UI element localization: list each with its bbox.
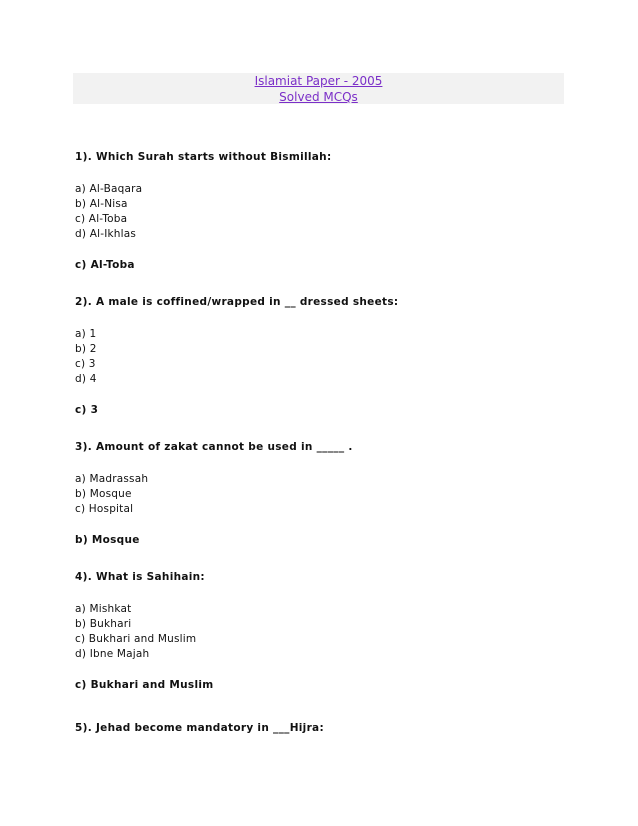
mcq-4	[75, 570, 575, 692]
mcq-1-question: 1). Which Surah starts without Bismillah:	[75, 151, 332, 163]
mcq-1-option-c: c) Al-Toba	[75, 213, 128, 225]
mcq-2-option-b: b) 2	[75, 343, 97, 355]
mcq-1-option-b: b) Al-Nisa	[75, 198, 128, 210]
mcq-2	[75, 295, 575, 417]
mcq-2-option-c: c) 3	[75, 358, 96, 370]
mcq-3-option-a: a) Madrassah	[75, 473, 149, 485]
mcq-5-question: 5). Jehad become mandatory in ___Hijra:	[75, 722, 324, 734]
mcq-4-options	[75, 602, 575, 662]
mcq-4-option-c: c) Bukhari and Muslim	[75, 633, 197, 645]
mcq-3-answer: b) Mosque	[75, 534, 140, 546]
mcq-3-options	[75, 472, 575, 517]
title-line-1: Islamiat Paper - 2005	[254, 74, 383, 88]
mcq-3-option-b: b) Mosque	[75, 488, 132, 500]
mcq-2-option-d: d) 4	[75, 373, 97, 385]
mcq-4-option-a: a) Mishkat	[75, 603, 132, 615]
mcq-4-option-d: d) Ibne Majah	[75, 648, 150, 660]
mcq-2-option-a: a) 1	[75, 328, 97, 340]
title-band	[73, 73, 564, 104]
mcq-2-answer: c) 3	[75, 404, 99, 416]
mcq-5	[75, 721, 575, 735]
mcq-1-options	[75, 182, 575, 242]
mcq-4-answer: c) Bukhari and Muslim	[75, 679, 214, 691]
mcq-1-option-a: a) Al-Baqara	[75, 183, 143, 195]
mcq-2-question: 2). A male is coffined/wrapped in __ dressed sheets:	[75, 296, 399, 308]
mcq-3-option-c: c) Hospital	[75, 503, 134, 515]
mcq-2-options	[75, 327, 575, 387]
mcq-4-question: 4). What is Sahihain:	[75, 571, 205, 583]
mcq-4-option-b: b) Bukhari	[75, 618, 132, 630]
mcq-3	[75, 440, 575, 547]
mcq-1-answer: c) Al-Toba	[75, 259, 135, 271]
mcq-1-option-d: d) Al-Ikhlas	[75, 228, 137, 240]
mcq-1	[75, 150, 575, 272]
title-line-2: Solved MCQs	[279, 90, 358, 104]
mcq-3-question: 3). Amount of zakat cannot be used in _____ .	[75, 441, 353, 453]
